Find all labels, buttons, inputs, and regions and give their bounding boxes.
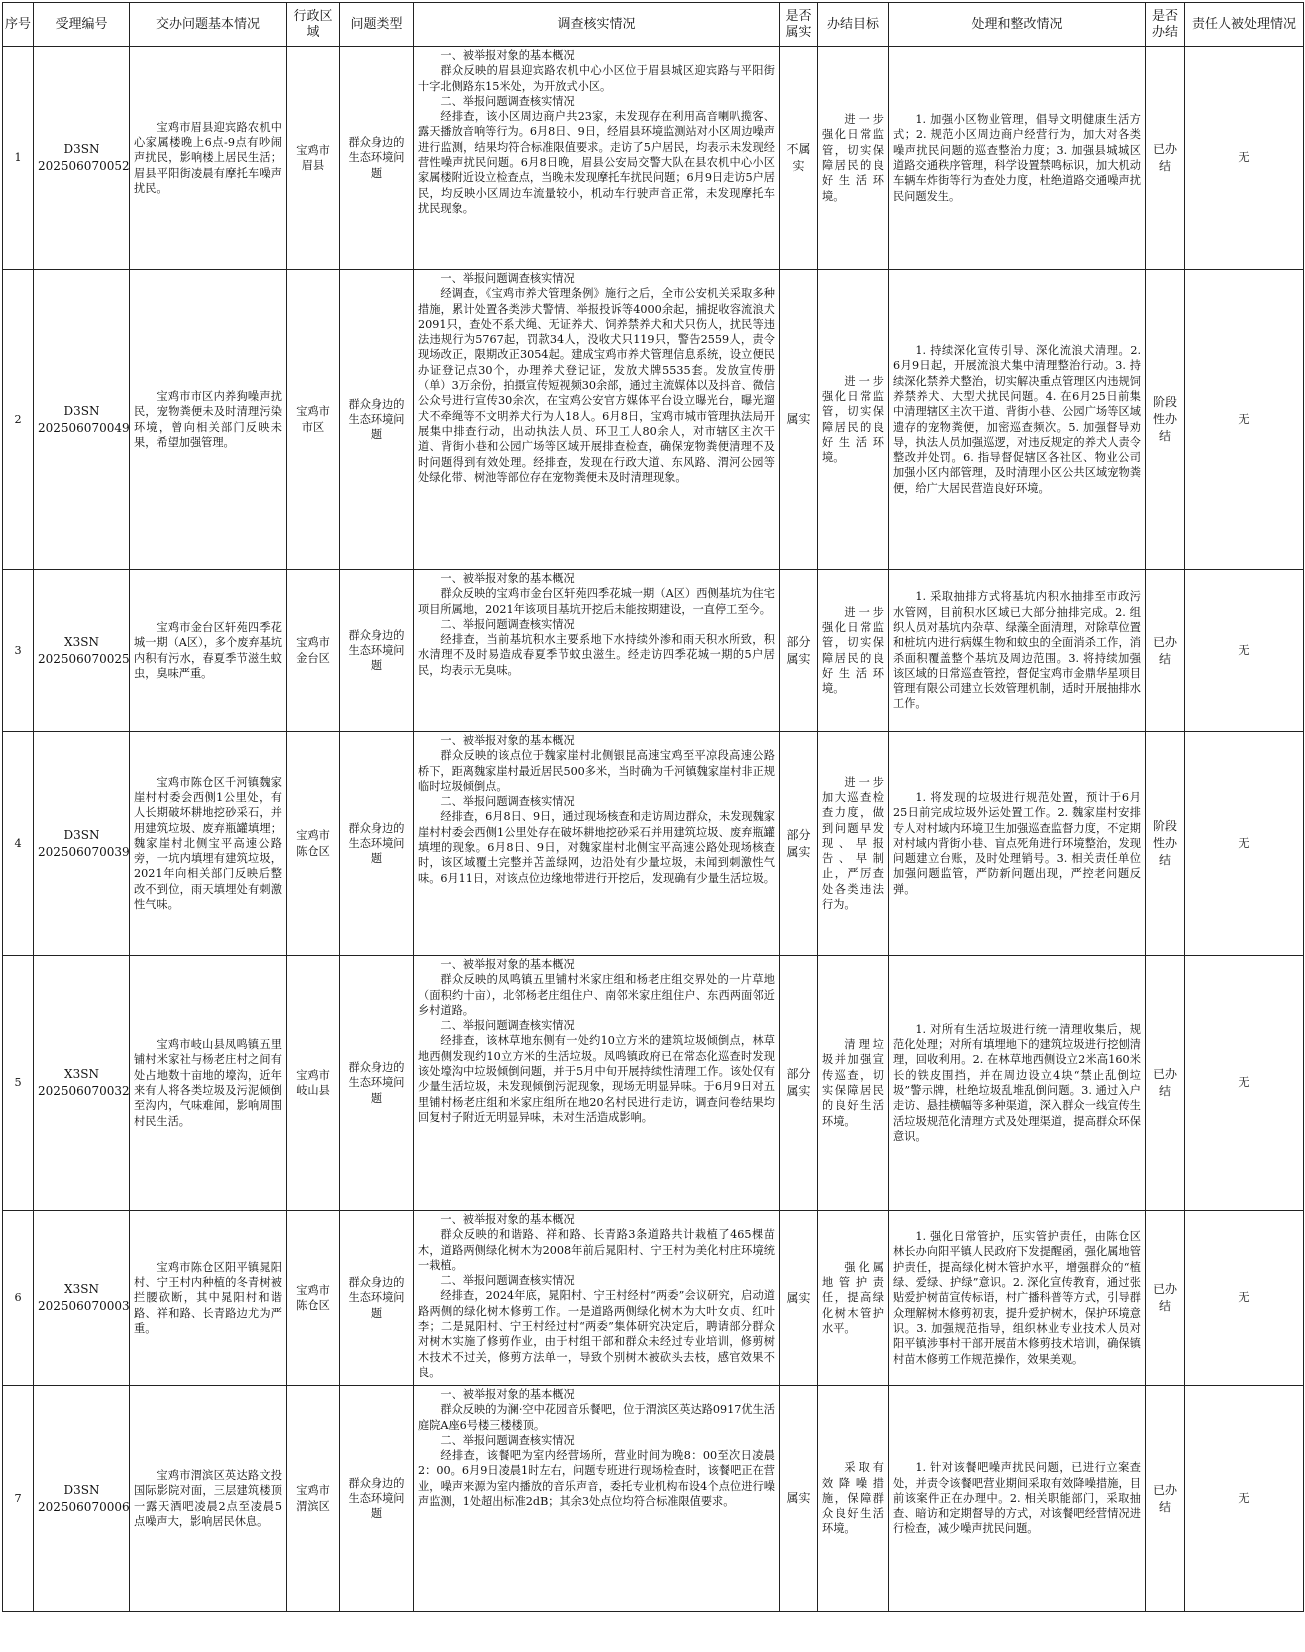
row-seq: 2	[3, 270, 34, 570]
row-id	[34, 1211, 130, 1386]
row-verified: 属实	[780, 1211, 818, 1386]
row-id-number: 202506070039	[38, 844, 130, 859]
row-id-prefix: D3SN	[63, 827, 100, 842]
row-measures	[889, 1211, 1146, 1386]
investigation-paragraph: 二、举报问题调查核实情况	[440, 617, 575, 631]
row-target	[818, 270, 889, 570]
investigation-paragraph: 二、举报问题调查核实情况	[440, 1433, 575, 1447]
row-measures	[889, 1386, 1146, 1612]
header-row	[3, 3, 1304, 47]
investigation-paragraph: 经排查，该小区周边商户共23家，未发现存在利用高音喇叭揽客、露天播放音响等行为。6月8日、9日，经眉县环境监测站对小区周边噪声进行监测，结果均符合标准限值要求。走访了5户居民，均表示未发现经营性噪声扰民问题。6月8日晚，眉县公安局交警大队在县农机中心小区家属楼附近设立检查点，当晚未发现摩托车扰民问题；6月9日走访5户居民，均反映小区周边车流量较小，机动车行驶声音正常，未发现摩托车扰民现象。	[418, 110, 775, 215]
row-accountability: 无	[1185, 732, 1304, 956]
header-region: 行政区域	[287, 3, 340, 47]
header-summary: 交办问题基本情况	[130, 3, 287, 47]
row-id-number: 202506070052	[38, 159, 130, 173]
row-verified: 属实	[780, 270, 818, 570]
header-accountability: 责任人被处理情况	[1185, 3, 1304, 47]
header-measures: 处理和整改情况	[889, 3, 1146, 47]
table-body	[3, 47, 1304, 1612]
row-id-number: 202506070003	[38, 1299, 130, 1313]
row-closed: 已办结	[1146, 956, 1185, 1211]
header-investigation: 调查核实情况	[414, 3, 780, 47]
investigation-paragraph: 一、举报问题调查核实情况	[440, 272, 575, 285]
table-row	[3, 47, 1304, 270]
row-summary	[130, 270, 287, 570]
header-id: 受理编号	[34, 3, 130, 47]
row-type: 群众身边的生态环境问题	[340, 1211, 414, 1386]
row-closed: 阶段性办结	[1146, 732, 1185, 956]
row-summary	[130, 956, 287, 1211]
investigation-paragraph: 一、被举报对象的基本概况	[440, 1213, 575, 1226]
row-measures-text: 1. 将发现的垃圾进行规范处置，预计于6月25日前完成垃圾外运处置工作。2. 魏家崖村安排专人对村域内环境卫生加强巡查监督力度，不定期对村域内背街小巷、盲点死角进行环境整治，发现问题建立台账，及时处理销号。3. 相关责任单位加强问题监管，严防新问题出现，严控老问题反弹。	[893, 790, 1141, 896]
header-closed: 是否办结	[1146, 3, 1185, 47]
row-summary	[130, 47, 287, 270]
row-target-text: 进一步强化日常监管，切实保障居民的良好生活环境。	[822, 113, 884, 203]
row-id	[34, 270, 130, 570]
investigation-paragraph: 群众反映的为澜·空中花园音乐餐吧，位于渭滨区英达路0917优生活庭院A座6号楼三楼楼顶。	[418, 1403, 775, 1432]
investigation-paragraph: 一、被举报对象的基本概况	[440, 734, 575, 747]
header-type: 问题类型	[340, 3, 414, 47]
investigation-paragraph: 一、被举报对象的基本概况	[440, 49, 575, 62]
row-id	[34, 570, 130, 732]
header-verified: 是否属实	[780, 3, 818, 47]
row-id	[34, 956, 130, 1211]
row-type: 群众身边的生态环境问题	[340, 732, 414, 956]
row-region: 宝鸡市陈仓区	[287, 732, 340, 956]
investigation-paragraph: 群众反映的眉县迎宾路农机中心小区位于眉县城区迎宾路与平阳街十字北侧路东15米处，为开放式小区。	[418, 64, 775, 93]
row-verified: 不属实	[780, 47, 818, 270]
row-target	[818, 1211, 889, 1386]
row-summary	[130, 570, 287, 732]
row-summary-text: 宝鸡市岐山县凤鸣镇五里铺村米家社与杨老庄村之间有处占地数十亩地的壕沟，近年来有人将各类垃圾及污泥倾倒至沟内，气味难闻，影响周围村民生活。	[134, 1038, 282, 1128]
row-id-number: 202506070032	[38, 1084, 130, 1098]
investigation-paragraph: 二、举报问题调查核实情况	[440, 795, 575, 809]
row-verified: 属实	[780, 1386, 818, 1612]
investigation-paragraph: 经排查，当前基坑积水主要系地下水持续外渗和雨天积水所致，积水清理不及时易造成春夏季节蚊虫滋生。经走访四季花城一期的5户居民，均表示无臭味。	[418, 633, 775, 677]
row-region: 宝鸡市陈仓区	[287, 1211, 340, 1386]
row-accountability: 无	[1185, 956, 1304, 1211]
row-id-prefix: X3SN	[64, 1067, 99, 1081]
row-verified: 部分属实	[780, 732, 818, 956]
investigation-paragraph: 经排查，该林草地东侧有一处约10立方米的建筑垃圾倾倒点，林草地西侧发现约10立方米的生活垃圾。凤鸣镇政府已在常态化巡查时发现该处壕沟中垃圾倾倒问题，并于5月中旬开展持续性清理工作。该处仅有少量生活垃圾，未发现倾倒污泥现象，现场无明显异味。于6月9日对五里铺村杨老庄组和米家庄组所在地20名村民进行走访，调查问卷结果均回复村子附近无明显异味，未对生活造成影响。	[418, 1034, 775, 1124]
row-seq: 6	[3, 1211, 34, 1386]
row-investigation	[414, 732, 780, 956]
investigation-paragraph: 经排查，6月8日、9日，通过现场核查和走访周边群众，未发现魏家崖村村委会西侧1公里处存在破坏耕地挖砂采石并用建筑垃圾、废弃瓶罐填埋的现象。6月8日、9日，对魏家崖村北侧宝平高速公路处现场核查时，该区域覆土完整并苫盖绿网，边沿处有少量垃圾，未闻到刺激性气味。6月11日，对该点位边缘地带进行开挖后，发现确有少量生活垃圾。	[418, 810, 775, 885]
row-measures	[889, 270, 1146, 570]
row-summary-text: 宝鸡市眉县迎宾路农机中心家属楼晚上6点-9点有吵闹声扰民，影响楼上居民生活；眉县平阳街凌晨有摩托车噪声扰民。	[134, 120, 282, 195]
row-closed: 已办结	[1146, 570, 1185, 732]
investigation-paragraph: 二、举报问题调查核实情况	[440, 1019, 575, 1033]
row-target-text: 采取有效降噪措施，保障群众良好生活环境。	[822, 1461, 884, 1536]
row-measures-text: 1. 针对该餐吧噪声扰民问题，已进行立案查处，并责令该餐吧营业期间采取有效降噪措施，目前该案件正在办理中。2. 相关职能部门，采取抽查、暗访和定期督导的方式，对该餐吧经营情况进行检查，减少噪声扰民问题。	[893, 1461, 1141, 1536]
row-accountability: 无	[1185, 570, 1304, 732]
investigation-paragraph: 群众反映的宝鸡市金台区轩苑四季花城一期（A区）西侧基坑为住宅项目所属地，2021年该项目基坑开挖后未能按期建设，一直停工至今。	[418, 587, 775, 616]
investigation-paragraph: 经调查，《宝鸡市养犬管理条例》施行之后，全市公安机关采取多种措施，累计处置各类涉犬警情、举报投诉等4000余起，捕捉收容流浪犬2091只，查处不系犬绳、无证养犬、饲养禁养犬和犬只伤人，扰民等违法违规行为5767起，罚款34人，没收犬只119只，警告2559人，责令现场改正，限期改正3054起。建成宝鸡市养犬管理信息系统，设立便民办证登记点30个，办理养犬登记证，发放犬牌5535套。发放宣传册（单）3万余份，拍摄宣传短视频30余部，通过主流媒体以及抖音、微信公众号进行宣传30余次，在宝鸡公安官方媒体平台设立曝光台，曝光遛犬不牵绳等不文明养犬行为人18人。6月8日，宝鸡市城市管理执法局开展集中排查行动，出动执法人员、环卫工人80余人，对市辖区主次干道、背街小巷和公园广场等区域开展排查检查，确保宠物粪便清理不及时问题得到有效处理。经排查，发现在行政大道、东风路、渭河公园等处绿化带、树池等部位存在宠物粪便未及时清理现象。	[418, 287, 775, 484]
row-type: 群众身边的生态环境问题	[340, 270, 414, 570]
row-type: 群众身边的生态环境问题	[340, 956, 414, 1211]
row-investigation	[414, 1386, 780, 1612]
row-accountability: 无	[1185, 1386, 1304, 1612]
investigation-paragraph: 群众反映的凤鸣镇五里铺村米家庄组和杨老庄组交界处的一片草地（面积约十亩），北邻杨老庄组住户、南邻米家庄组住户、东西两面邻近乡村道路。	[418, 973, 775, 1017]
table-row	[3, 570, 1304, 732]
row-id	[34, 47, 130, 270]
row-target	[818, 570, 889, 732]
row-investigation	[414, 47, 780, 270]
row-seq: 5	[3, 956, 34, 1211]
row-measures-text: 1. 对所有生活垃圾进行统一清理收集后，规范化处理；对所有填埋地下的建筑垃圾进行挖刨清理，回收利用。2. 在林草地西侧设立2米高160米长的铁皮围挡，并在周边设立4块“禁止乱倒垃圾”警示牌，杜绝垃圾乱堆乱倒问题。3. 通过入户走访、悬挂横幅等多种渠道，深入群众一线宣传生活垃圾规范化清理方式及处理渠道，提高群众环保意识。	[893, 1022, 1141, 1143]
row-summary-text: 宝鸡市陈仓区千河镇魏家崖村村委会西侧1公里处，有人长期破坏耕地挖砂采石，并用建筑垃圾、废弃瓶罐填埋；魏家崖村北侧宝平高速公路旁，一坑内填埋有建筑垃圾，2021年向相关部门反映后整改不到位，雨天填埋处有刺激性气味。	[134, 775, 282, 912]
investigation-paragraph: 一、被举报对象的基本概况	[440, 1388, 575, 1401]
table-row	[3, 956, 1304, 1211]
row-target	[818, 956, 889, 1211]
row-id-prefix: D3SN	[63, 142, 100, 156]
row-summary	[130, 1211, 287, 1386]
investigation-paragraph: 经排查，2024年底，晁阳村、宁王村经村“两委”会议研究，启动道路两侧的绿化树木修剪工作。一是道路两侧绿化树木为大叶女贞、红叶李；二是晁阳村、宁王村经过村“两委”集体研究决定后，聘请部分群众对树木实施了修剪作业，由于村组干部和群众未经过专业培训，修剪树木技术不过关，修剪方法单一，导致个别树木被砍头去枝，感官效果不良。	[418, 1289, 775, 1379]
row-verified: 部分属实	[780, 956, 818, 1211]
row-target-text: 强化属地管护责任，提高绿化树木管护水平。	[822, 1260, 884, 1335]
row-closed: 阶段性办结	[1146, 270, 1185, 570]
row-investigation	[414, 270, 780, 570]
row-measures	[889, 570, 1146, 732]
row-id-prefix: X3SN	[64, 634, 99, 649]
header-seq: 序号	[3, 3, 34, 47]
table-row	[3, 1211, 1304, 1386]
row-summary-text: 宝鸡市渭滨区英达路文投国际影院对面，三层建筑楼顶一露天酒吧凌晨2点至凌晨5点噪声大，影响居民休息。	[134, 1468, 282, 1528]
investigation-paragraph: 一、被举报对象的基本概况	[440, 958, 575, 971]
row-target-text: 进一步加大巡查检查力度，做到问题早发现、早报告、早制止，严厉查处各类违法行为。	[822, 775, 884, 912]
row-measures	[889, 956, 1146, 1211]
investigation-paragraph: 二、举报问题调查核实情况	[440, 94, 575, 108]
row-id-number: 202506070025	[38, 651, 130, 666]
row-target	[818, 47, 889, 270]
row-summary-text: 宝鸡市金台区轩苑四季花城一期（A区），多个废弃基坑内积有污水，春夏季节滋生蚊虫，臭味严重。	[134, 620, 282, 680]
row-id-number: 202506070006	[38, 1499, 130, 1514]
row-closed: 已办结	[1146, 47, 1185, 270]
row-accountability: 无	[1185, 47, 1304, 270]
table-row	[3, 732, 1304, 956]
investigation-paragraph: 二、举报问题调查核实情况	[440, 1274, 575, 1288]
table-row	[3, 1386, 1304, 1612]
row-type: 群众身边的生态环境问题	[340, 47, 414, 270]
row-summary-text: 宝鸡市市区内养狗噪声扰民，宠物粪便未及时清理污染环境，曾向相关部门反映未果，希望加强管理。	[134, 389, 282, 449]
row-region: 宝鸡市市区	[287, 270, 340, 570]
table-row	[3, 270, 1304, 570]
row-measures-text: 1. 持续深化宣传引导、深化流浪犬清理。2. 6月9日起，开展流浪犬集中清理整治行动。3. 持续深化禁养犬整治，切实解决重点管理区内违规饲养禁养犬、大型犬扰民问题。4. 在6月25日前集中清理辖区主次干道、背街小巷、公园广场等区域遗存的宠物粪便，加密巡查频次。5. 加强督导劝导，执法人员加强巡逻，对违反规定的养犬人责令整改并处罚。6. 指导督促辖区各社区、物业公司加强小区内部管理，及时清理小区公共区域宠物粪便，给广大居民营造良好环境。	[893, 344, 1141, 495]
row-measures-text: 1. 强化日常管护，压实管护责任，由陈仓区林长办向阳平镇人民政府下发提醒函，强化属地管护责任，提高绿化树木管护水平，增强群众的“植绿、爱绿、护绿”意识。2. 深化宣传教育，通过张贴爱护树苗宣传标语，村广播科普等方式，引导群众理解树木修剪初衷，提升爱护树木，保护环境意识。3. 加强规范指导，组织林业专业技术人员对阳平镇涉事村干部开展苗木修剪技术培训，确保镇村苗木修剪工作规范操作，效果美观。	[893, 1230, 1141, 1366]
row-measures-text: 1. 加强小区物业管理，倡导文明健康生活方式；2. 规范小区周边商户经营行为，加大对各类噪声扰民问题的巡查整治力度；3. 加强县城城区道路交通秩序管理，科学设置禁鸣标识，加大机动车辆车炸街等行为查处力度，杜绝道路交通噪声扰民问题发生。	[893, 113, 1141, 203]
row-id-prefix: X3SN	[64, 1282, 99, 1296]
row-type: 群众身边的生态环境问题	[340, 1386, 414, 1612]
row-measures-text: 1. 采取抽排方式将基坑内积水抽排至市政污水管网，目前积水区域已大部分抽排完成。2. 组织人员对基坑内杂草、绿藻全面清理，对除草位置和桩坑内进行病媒生物和蚊虫的全面消杀工作，消杀面积覆盖整个基坑及周边范围。3. 将持续加强该区域的日常巡查管控，督促宝鸡市金鼎华星项目管理有限公司建立长效管理机制，适时开展抽排水工作。	[893, 590, 1141, 711]
row-summary-text: 宝鸡市陈仓区阳平镇晁阳村、宁王村内种植的冬青树被拦腰砍断，其中晁阳村和谐路、祥和路、长青路边尤为严重。	[134, 1260, 282, 1335]
row-target-text: 进一步强化日常监管，切实保障居民的良好生活环境。	[822, 605, 884, 696]
row-closed: 已办结	[1146, 1386, 1185, 1612]
complaints-table	[2, 2, 1304, 1612]
row-id	[34, 732, 130, 956]
investigation-paragraph: 一、被举报对象的基本概况	[440, 572, 575, 585]
row-region: 宝鸡市岐山县	[287, 956, 340, 1211]
row-investigation	[414, 1211, 780, 1386]
row-id-prefix: D3SN	[63, 403, 100, 418]
row-accountability: 无	[1185, 1211, 1304, 1386]
investigation-paragraph: 经排查，该餐吧为室内经营场所，营业时间为晚8：00至次日凌晨2：00。6月9日凌晨1时左右，问题专班进行现场检查时，该餐吧正在营业，噪声来源为室内播放的音乐声音，委托专业机构布设4个点位进行噪声监测，1处超出标准2dB；其余3处点位均符合标准限值要求。	[418, 1449, 775, 1509]
header-target: 办结目标	[818, 3, 889, 47]
row-id	[34, 1386, 130, 1612]
row-region: 宝鸡市金台区	[287, 570, 340, 732]
row-target-text: 清理垃圾并加强宣传巡查，切实保障居民的良好生活环境。	[822, 1038, 884, 1128]
row-summary	[130, 732, 287, 956]
row-investigation	[414, 570, 780, 732]
row-target	[818, 732, 889, 956]
investigation-paragraph: 群众反映的和谐路、祥和路、长青路3条道路共计栽植了465棵苗木，道路两侧绿化树木为2008年前后晁阳村、宁王村为美化村庄环境统一栽植。	[418, 1228, 775, 1272]
row-investigation	[414, 956, 780, 1211]
row-target-text: 进一步强化日常监管，切实保障居民的良好生活环境。	[822, 374, 884, 465]
row-type: 群众身边的生态环境问题	[340, 570, 414, 732]
investigation-paragraph: 群众反映的该点位于魏家崖村北侧银昆高速宝鸡至平凉段高速公路桥下，距离魏家崖村最近居民500多米，当时确为千河镇魏家崖村非正规临时垃圾倾倒点。	[418, 749, 775, 793]
row-region: 宝鸡市眉县	[287, 47, 340, 270]
row-id-prefix: D3SN	[63, 1482, 100, 1497]
row-summary	[130, 1386, 287, 1612]
row-measures	[889, 47, 1146, 270]
row-closed: 已办结	[1146, 1211, 1185, 1386]
row-seq: 3	[3, 570, 34, 732]
row-measures	[889, 732, 1146, 956]
row-target	[818, 1386, 889, 1612]
row-seq: 1	[3, 47, 34, 270]
row-seq: 7	[3, 1386, 34, 1612]
row-seq: 4	[3, 732, 34, 956]
row-verified: 部分属实	[780, 570, 818, 732]
row-region: 宝鸡市渭滨区	[287, 1386, 340, 1612]
row-id-number: 202506070049	[38, 420, 130, 435]
row-accountability: 无	[1185, 270, 1304, 570]
